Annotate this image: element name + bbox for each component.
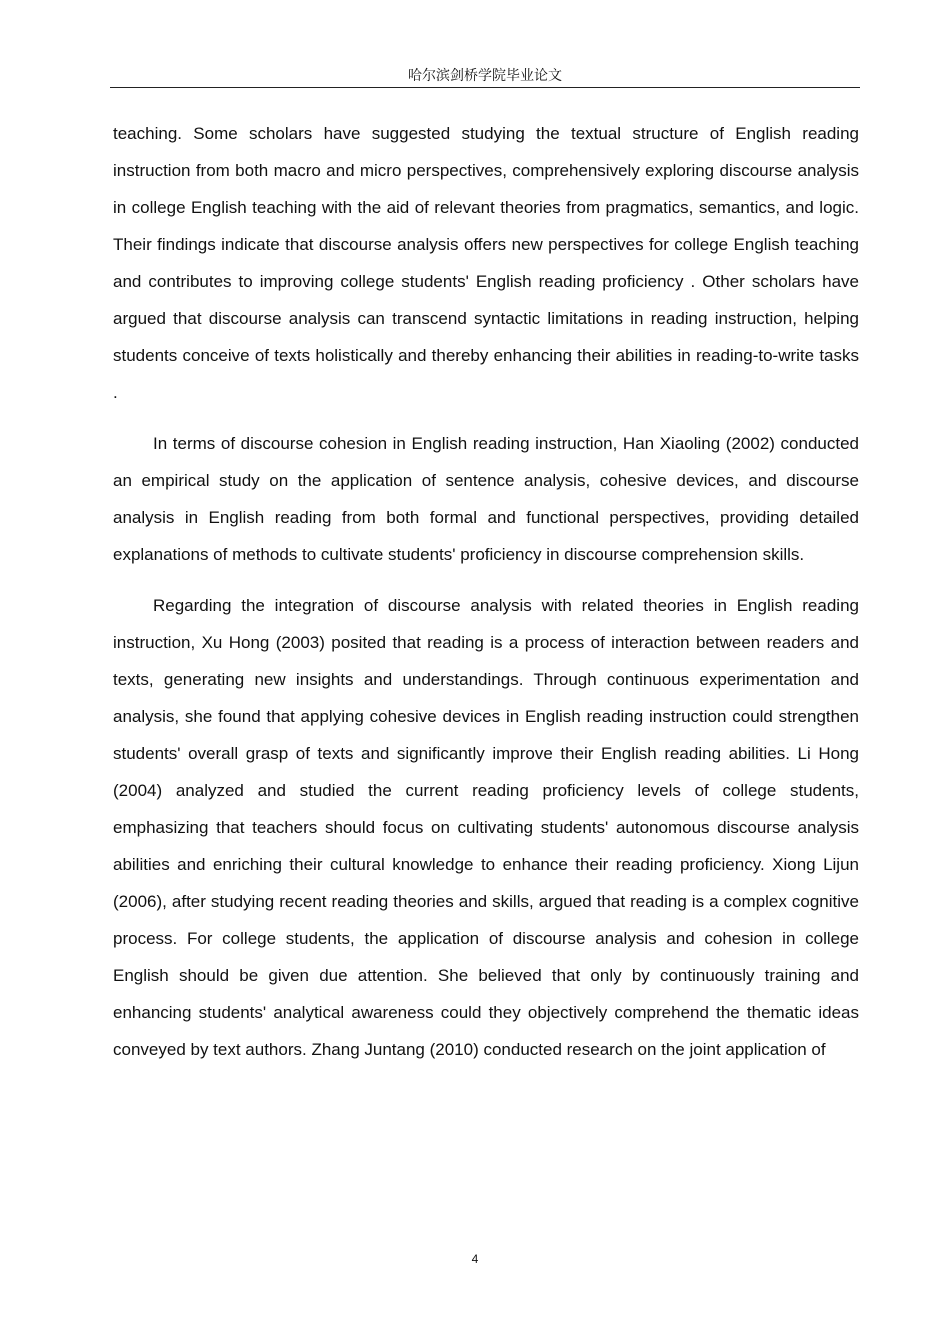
page-number: 4 — [471, 1252, 479, 1266]
running-header: 哈尔滨剑桥学院毕业论文 — [408, 67, 562, 83]
body-text — [113, 115, 859, 1068]
header-rule — [110, 87, 860, 88]
paragraph-integration-theories: Regarding the integration of discourse analysis with related theories in English reading instruction, Xu Hong (2003) posited that reading is a process of interaction between readers and texts, generating new insights and understandings. Through continuous experimentation and analysis, she found that applying cohesive devices in English reading instruction could strengthen students' overall grasp of texts and significantly improve their English reading abilities. Li Hong (2004) analyzed and studied the current reading proficiency levels of college students, emphasizing that teachers should focus on cultivating students' autonomous discourse analysis abilities and enriching their cultural knowledge to enhance their reading proficiency. Xiong Lijun (2006), after studying recent reading theories and skills, argued that reading is a complex cognitive process. For college students, the application of discourse analysis and cohesion in college English should be given due attention. She believed that only by continuously training and enhancing students' analytical awareness could they objectively comprehend the thematic ideas conveyed by text authors. Zhang Juntang (2010) conducted research on the joint application of — [113, 596, 859, 1059]
paragraph-continuation: teaching. Some scholars have suggested studying the textual structure of English reading instruction from both macro and micro perspectives, comprehensively exploring discourse analysis in college English teaching with the aid of relevant theories from pragmatics, semantics, and logic. Their findings indicate that discourse analysis offers new perspectives for college English teaching and contributes to improving college students' English reading proficiency . Other scholars have argued that discourse analysis can transcend syntactic limitations in reading instruction, helping students conceive of texts holistically and thereby enhancing their abilities in reading-to-write tasks . — [113, 124, 859, 402]
paragraph-discourse-cohesion: In terms of discourse cohesion in English reading instruction, Han Xiaoling (2002) conducted an empirical study on the application of sentence analysis, cohesive devices, and discourse analysis in English reading from both formal and functional perspectives, providing detailed explanations of methods to cultivate students' proficiency in discourse comprehension skills. — [113, 434, 859, 564]
